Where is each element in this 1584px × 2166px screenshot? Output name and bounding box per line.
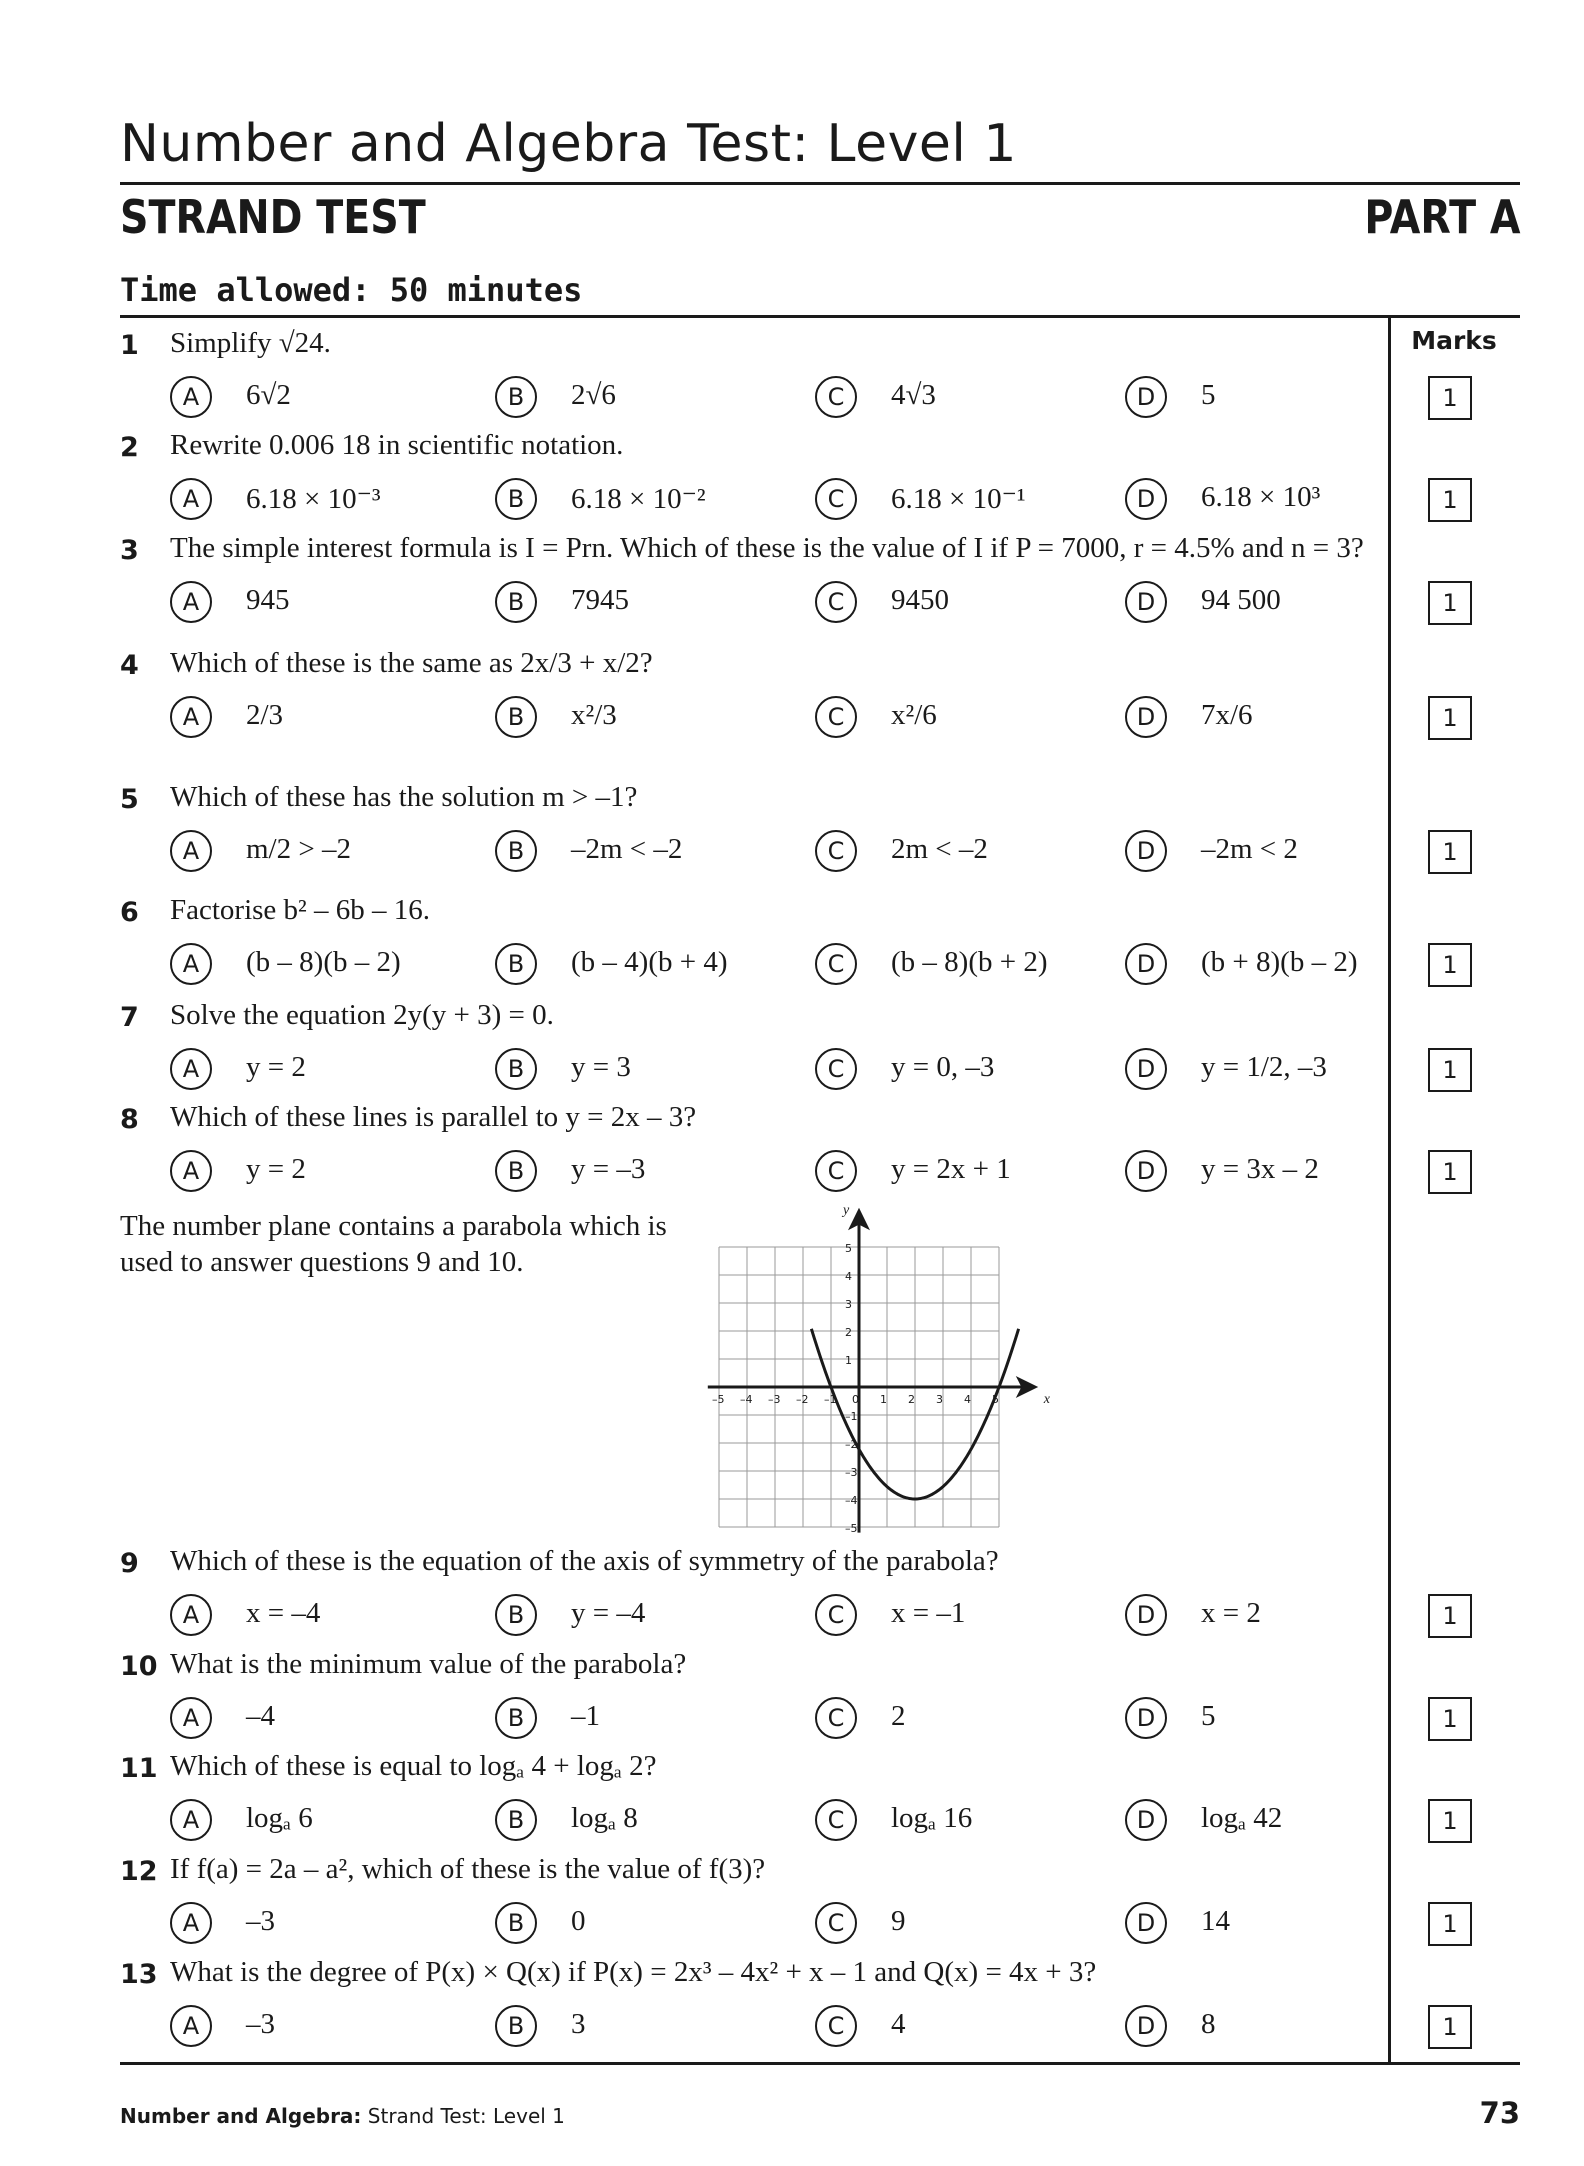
question-number: 2 — [120, 432, 139, 463]
option-letter-circle[interactable]: A — [170, 943, 212, 985]
x-tick-label: –5 — [712, 1393, 725, 1406]
footer-label — [120, 2104, 565, 2128]
option-text: logₐ 42 — [1201, 1802, 1283, 1834]
mark-box: 1 — [1428, 2005, 1472, 2049]
mark-box: 1 — [1428, 696, 1472, 740]
option-text: 14 — [1201, 1905, 1230, 1937]
option-letter-circle[interactable]: A — [170, 1902, 212, 1944]
header-rule — [120, 315, 1520, 318]
option-letter-circle[interactable]: D — [1125, 1697, 1167, 1739]
option-text: y = 2 — [246, 1051, 306, 1083]
question-number: 4 — [120, 650, 139, 681]
option-letter-circle[interactable]: D — [1125, 1150, 1167, 1192]
y-tick-label: 4 — [845, 1270, 852, 1283]
mark-box: 1 — [1428, 1799, 1472, 1843]
option-letter-circle[interactable]: D — [1125, 696, 1167, 738]
question-12 — [120, 1848, 1382, 1950]
option-letter-circle[interactable]: A — [170, 2005, 212, 2047]
strand-label: STRAND TEST — [120, 190, 426, 244]
option-letter-circle[interactable]: B — [495, 1799, 537, 1841]
option-text: (b – 4)(b + 4) — [571, 946, 728, 978]
option-letter-circle[interactable]: B — [495, 1902, 537, 1944]
y-tick-label: 3 — [845, 1298, 852, 1311]
option-text: 2 — [891, 1700, 906, 1732]
option-text: 945 — [246, 584, 290, 616]
question-stem: Factorise b² – 6b – 16. — [170, 894, 430, 926]
question-2 — [120, 424, 1382, 526]
question-number: 1 — [120, 330, 139, 361]
y-tick-label: –4 — [845, 1494, 858, 1507]
option-letter-circle[interactable]: A — [170, 478, 212, 520]
option-letter-circle[interactable]: D — [1125, 478, 1167, 520]
footer-label-bold: Number and Algebra: — [120, 2104, 362, 2128]
y-tick-label: 5 — [845, 1242, 852, 1255]
option-text: –1 — [571, 1700, 600, 1732]
option-text: –4 — [246, 1700, 275, 1732]
option-text: x²/6 — [891, 699, 937, 731]
x-tick-label: –4 — [740, 1393, 753, 1406]
parabola-graph — [712, 1202, 1064, 1552]
mark-box: 1 — [1428, 478, 1472, 522]
option-text: (b – 8)(b + 2) — [891, 946, 1048, 978]
option-letter-circle[interactable]: C — [815, 1048, 857, 1090]
x-tick-label: 5 — [992, 1393, 999, 1406]
x-tick-label: 1 — [880, 1393, 887, 1406]
mark-box: 1 — [1428, 943, 1472, 987]
question-number: 7 — [120, 1002, 139, 1033]
option-text: 4 — [891, 2008, 906, 2040]
page-number: 73 — [1479, 2096, 1520, 2130]
question-stem: Solve the equation 2y(y + 3) = 0. — [170, 999, 554, 1031]
question-stem: Which of these is equal to logₐ 4 + logₐ 2? — [170, 1750, 657, 1782]
option-letter-circle[interactable]: D — [1125, 581, 1167, 623]
option-letter-circle[interactable]: B — [495, 581, 537, 623]
option-letter-circle[interactable]: D — [1125, 2005, 1167, 2047]
option-text: –2m < –2 — [571, 833, 683, 865]
option-text: –2m < 2 — [1201, 833, 1298, 865]
option-text: 6.18 × 10⁻¹ — [891, 483, 1026, 515]
option-letter-circle[interactable]: A — [170, 1594, 212, 1636]
x-tick-label: –3 — [768, 1393, 781, 1406]
option-text: 2/3 — [246, 699, 284, 731]
question-10 — [120, 1643, 1382, 1745]
mark-box: 1 — [1428, 1048, 1472, 1092]
question-stem: Which of these is the same as 2x/3 + x/2? — [170, 647, 653, 679]
question-number: 11 — [120, 1753, 158, 1784]
question-stem: Which of these lines is parallel to y = 2x – 3? — [170, 1101, 697, 1133]
question-number: 12 — [120, 1856, 158, 1887]
option-letter-circle[interactable]: B — [495, 1697, 537, 1739]
title-rule — [120, 182, 1520, 185]
y-tick-label: 2 — [845, 1326, 852, 1339]
mark-box: 1 — [1428, 1697, 1472, 1741]
option-text: 7945 — [571, 584, 629, 616]
question-stem: Rewrite 0.006 18 in scientific notation. — [170, 429, 624, 461]
question-number: 5 — [120, 784, 139, 815]
x-tick-label: 2 — [908, 1393, 915, 1406]
option-letter-circle[interactable]: C — [815, 830, 857, 872]
option-letter-circle[interactable]: B — [495, 1594, 537, 1636]
option-text: 9 — [891, 1905, 906, 1937]
footer-label-rest: Strand Test: Level 1 — [361, 2104, 565, 2128]
option-text: y = –3 — [571, 1153, 646, 1185]
question-6 — [120, 889, 1382, 991]
question-1 — [120, 322, 1382, 424]
option-text: logₐ 16 — [891, 1802, 973, 1834]
option-text: 5 — [1201, 1700, 1216, 1732]
question-7 — [120, 994, 1382, 1096]
option-letter-circle[interactable]: C — [815, 1902, 857, 1944]
option-text: x²/3 — [571, 699, 617, 731]
y-tick-label: –3 — [845, 1466, 858, 1479]
option-letter-circle[interactable]: C — [815, 1150, 857, 1192]
page-title: Number and Algebra Test: Level 1 — [120, 114, 1017, 174]
option-text: (b – 8)(b – 2) — [246, 946, 401, 978]
question-11 — [120, 1745, 1382, 1847]
mark-box: 1 — [1428, 1594, 1472, 1638]
graph-intro-text: The number plane contains a parabola which is used to answer questions 9 and 10. — [120, 1210, 667, 1278]
option-letter-circle[interactable]: A — [170, 1150, 212, 1192]
y-tick-label: –1 — [845, 1410, 858, 1423]
mark-box: 1 — [1428, 1150, 1472, 1194]
question-number: 9 — [120, 1548, 139, 1579]
x-tick-label: –2 — [796, 1393, 809, 1406]
option-letter-circle[interactable]: C — [815, 1697, 857, 1739]
option-text: 9450 — [891, 584, 949, 616]
option-letter-circle[interactable]: B — [495, 696, 537, 738]
option-text: 3 — [571, 2008, 586, 2040]
part-label: PART A — [1363, 190, 1520, 244]
option-text: x = 2 — [1201, 1597, 1261, 1629]
question-4 — [120, 642, 1382, 744]
option-text: x = –1 — [891, 1597, 966, 1629]
question-number: 8 — [120, 1104, 139, 1135]
option-letter-circle[interactable]: B — [495, 2005, 537, 2047]
x-tick-label: 4 — [964, 1393, 971, 1406]
option-letter-circle[interactable]: B — [495, 376, 537, 418]
option-letter-circle[interactable]: D — [1125, 1799, 1167, 1841]
mark-box: 1 — [1428, 581, 1472, 625]
option-letter-circle[interactable]: B — [495, 830, 537, 872]
option-text: y = 1/2, –3 — [1201, 1051, 1327, 1083]
option-letter-circle[interactable]: A — [170, 830, 212, 872]
option-text: y = –4 — [571, 1597, 646, 1629]
y-tick-label: –2 — [845, 1438, 858, 1451]
option-letter-circle[interactable]: A — [170, 1697, 212, 1739]
question-stem: Which of these is the equation of the axis of symmetry of the parabola? — [170, 1545, 999, 1577]
y-axis-label: y — [843, 1202, 850, 1218]
option-letter-circle[interactable]: C — [815, 1799, 857, 1841]
option-letter-circle[interactable]: D — [1125, 376, 1167, 418]
y-tick-label: –5 — [845, 1522, 858, 1535]
option-letter-circle[interactable]: C — [815, 696, 857, 738]
mark-box: 1 — [1428, 830, 1472, 874]
option-text: 0 — [571, 1905, 586, 1937]
option-letter-circle[interactable]: C — [815, 376, 857, 418]
option-letter-circle[interactable]: D — [1125, 1902, 1167, 1944]
option-text: (b + 8)(b – 2) — [1201, 946, 1358, 978]
option-text: 6.18 × 10⁻² — [571, 483, 706, 515]
question-number: 6 — [120, 897, 139, 928]
y-tick-label: 1 — [845, 1354, 852, 1367]
option-text: logₐ 6 — [246, 1802, 313, 1834]
option-text: 6.18 × 10⁻³ — [246, 483, 381, 515]
option-text: 94 500 — [1201, 584, 1281, 616]
question-13 — [120, 1951, 1382, 2053]
option-text: y = 0, –3 — [891, 1051, 995, 1083]
option-text: 7x/6 — [1201, 699, 1253, 731]
option-letter-circle[interactable]: C — [815, 1594, 857, 1636]
question-stem: Simplify √24. — [170, 327, 331, 359]
mark-box: 1 — [1428, 376, 1472, 420]
option-text: –3 — [246, 1905, 275, 1937]
option-text: logₐ 8 — [571, 1802, 638, 1834]
question-5 — [120, 776, 1382, 878]
option-text: 8 — [1201, 2008, 1216, 2040]
option-letter-circle[interactable]: D — [1125, 943, 1167, 985]
option-text: 4√3 — [891, 379, 936, 411]
x-tick-label: –1 — [824, 1393, 837, 1406]
option-letter-circle[interactable]: B — [495, 1150, 537, 1192]
option-text: 2√6 — [571, 379, 616, 411]
option-letter-circle[interactable]: C — [815, 943, 857, 985]
question-stem: What is the minimum value of the parabola? — [170, 1648, 687, 1680]
marks-column-header: Marks — [1411, 326, 1497, 355]
option-text: y = 3 — [571, 1051, 631, 1083]
bottom-rule — [120, 2062, 1520, 2065]
option-letter-circle[interactable]: C — [815, 581, 857, 623]
option-text: m/2 > –2 — [246, 833, 351, 865]
question-number: 10 — [120, 1651, 158, 1682]
x-axis-label: x — [1043, 1392, 1051, 1407]
question-stem: Which of these has the solution m > –1? — [170, 781, 638, 813]
time-allowed: Time allowed: 50 minutes — [120, 271, 583, 309]
option-text: 6.18 × 10³ — [1201, 481, 1321, 513]
marks-column-divider — [1388, 315, 1391, 2064]
option-text: 2m < –2 — [891, 833, 988, 865]
option-letter-circle[interactable]: A — [170, 1048, 212, 1090]
question-number: 3 — [120, 535, 139, 566]
option-letter-circle[interactable]: D — [1125, 1594, 1167, 1636]
question-stem: If f(a) = 2a – a², which of these is the value of f(3)? — [170, 1853, 766, 1885]
option-letter-circle[interactable]: C — [815, 2005, 857, 2047]
option-text: y = 2 — [246, 1153, 306, 1185]
option-letter-circle[interactable]: D — [1125, 1048, 1167, 1090]
option-letter-circle[interactable]: B — [495, 943, 537, 985]
option-text: y = 2x + 1 — [891, 1153, 1011, 1185]
x-tick-label: 3 — [936, 1393, 943, 1406]
option-letter-circle[interactable]: A — [170, 376, 212, 418]
option-letter-circle[interactable]: B — [495, 1048, 537, 1090]
option-text: –3 — [246, 2008, 275, 2040]
question-3 — [120, 527, 1382, 629]
question-9 — [120, 1540, 1382, 1642]
option-letter-circle[interactable]: D — [1125, 830, 1167, 872]
option-letter-circle[interactable]: A — [170, 1799, 212, 1841]
option-letter-circle[interactable]: C — [815, 478, 857, 520]
question-stem: What is the degree of P(x) × Q(x) if P(x) = 2x³ – 4x² + x – 1 and Q(x) = 4x + 3? — [170, 1956, 1097, 1988]
option-letter-circle[interactable]: A — [170, 696, 212, 738]
mark-box: 1 — [1428, 1902, 1472, 1946]
option-text: x = –4 — [246, 1597, 321, 1629]
option-text: 6√2 — [246, 379, 291, 411]
option-letter-circle[interactable]: A — [170, 581, 212, 623]
question-8 — [120, 1096, 1382, 1198]
question-number: 13 — [120, 1959, 158, 1990]
option-text: y = 3x – 2 — [1201, 1153, 1319, 1185]
option-text: 5 — [1201, 379, 1216, 411]
question-stem: The simple interest formula is I = Prn. Which of these is the value of I if P = 7000, r = 4.5% and n = 3? — [170, 532, 1364, 564]
x-tick-label: 0 — [852, 1393, 859, 1406]
option-letter-circle[interactable]: B — [495, 478, 537, 520]
